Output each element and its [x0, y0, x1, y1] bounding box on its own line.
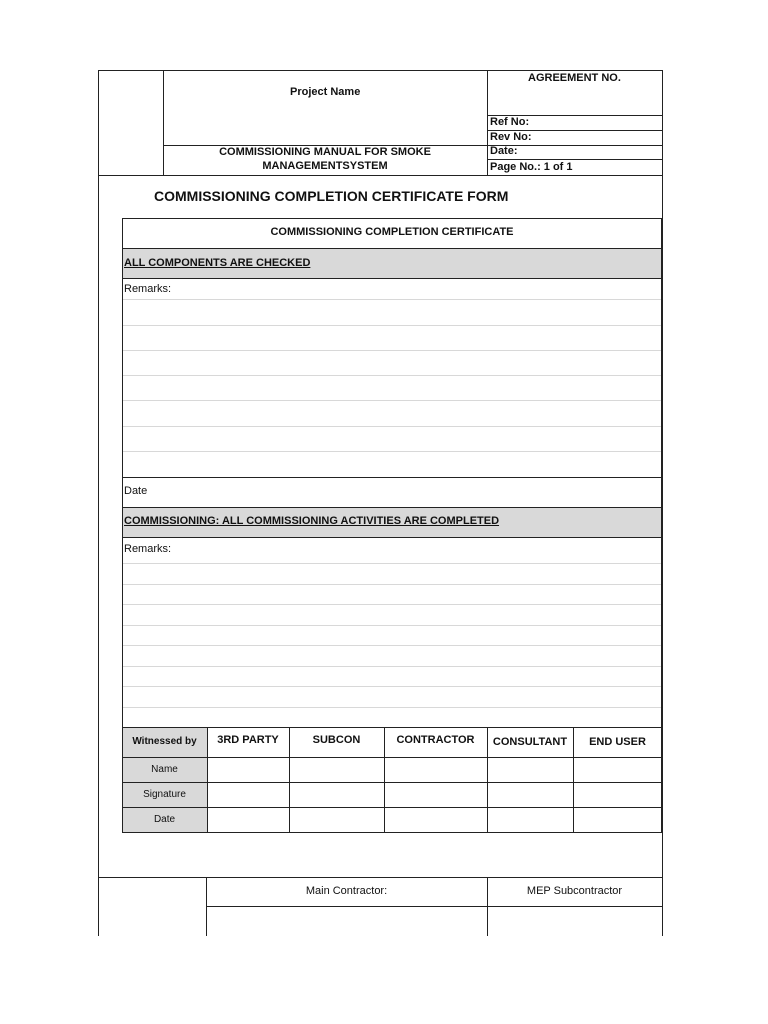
date-label: Date: [490, 145, 518, 157]
witness-row-name: Name [151, 764, 178, 775]
witness-header-consultant: CONSULTANT [492, 736, 568, 748]
form-title: COMMISSIONING COMPLETION CERTIFICATE FORM [154, 188, 509, 204]
page-no-label: Page No.: 1 of 1 [490, 161, 573, 173]
witness-row-signature: Signature [143, 789, 186, 800]
footer-mep-subcontractor: MEP Subcontractor [526, 885, 623, 897]
section1-remarks-label: Remarks: [124, 283, 172, 295]
witness-header-contractor: CONTRACTOR [396, 734, 475, 746]
project-name: Project Name [290, 86, 361, 98]
agreement-no-label: AGREEMENT NO. [528, 72, 621, 84]
footer-main-contractor: Main Contractor: [305, 885, 388, 897]
rev-no-label: Rev No: [490, 131, 532, 143]
witness-header-end-user: END USER [589, 736, 646, 748]
section1-heading: ALL COMPONENTS ARE CHECKED [124, 257, 311, 269]
witness-header-3rd-party: 3RD PARTY [217, 734, 279, 746]
witness-header-subcon: SUBCON [312, 734, 361, 746]
witness-header-witnessed-by: Witnessed by [132, 736, 197, 747]
section1-date-label: Date [124, 485, 148, 497]
section2-heading: COMMISSIONING: ALL COMMISSIONING ACTIVITIES ARE COMPLETED [124, 515, 500, 527]
manual-title-line2: MANAGEMENTSYSTEM [262, 160, 388, 172]
section2-remarks-label: Remarks: [124, 543, 172, 555]
ref-no-label: Ref No: [490, 116, 530, 128]
manual-title-line1: COMMISSIONING MANUAL FOR SMOKE [219, 146, 431, 158]
certificate-heading: COMMISSIONING COMPLETION CERTIFICATE [270, 226, 514, 238]
witness-row-date: Date [153, 814, 176, 825]
